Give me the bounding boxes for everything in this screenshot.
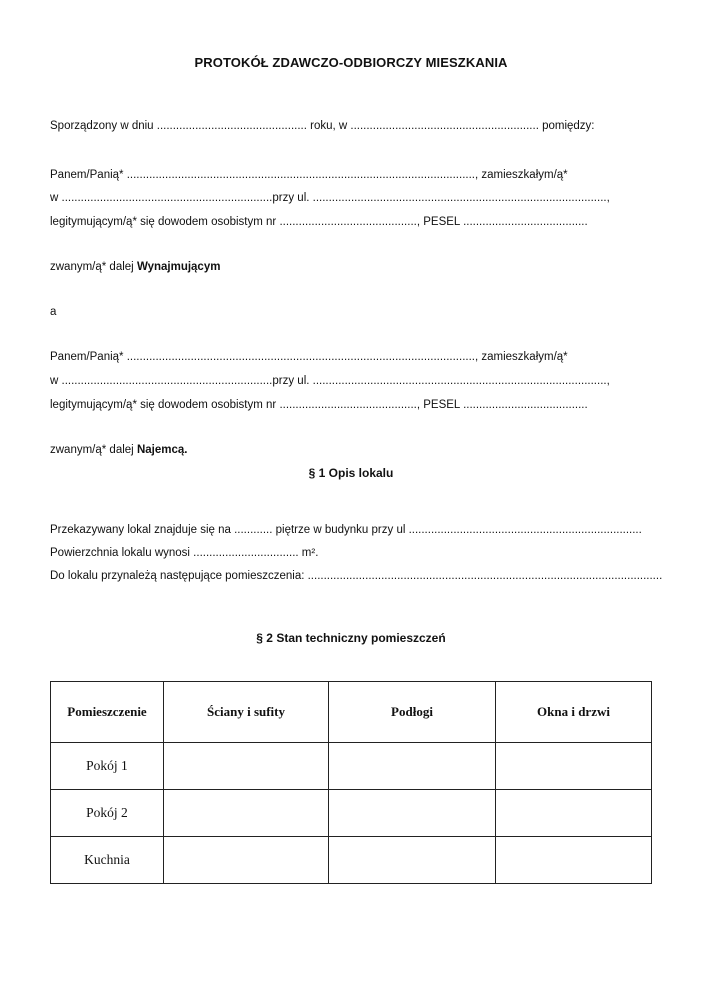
windows-cell[interactable] [496,790,652,837]
table-row [51,837,652,884]
room-name-cell: Pokój 2 [51,790,164,837]
party2-line2: w ..................................................................przy ul. ............................................................................................, [50,375,610,387]
party1-line2: w ..................................................................przy ul. ............................................................................................, [50,192,610,204]
room-name-cell: Kuchnia [51,837,164,884]
floors-cell[interactable] [329,743,496,790]
party1-line1: Panem/Panią* ............................................................................................................., zamieszkałym/ą* [50,169,568,181]
section1-line2: Powierzchnia lokalu wynosi ................................. m². [50,547,319,559]
section1-heading: § 1 Opis lokalu [308,466,394,480]
column-header-room: Pomieszczenie [51,682,164,743]
floors-cell[interactable] [329,837,496,884]
section1-line1: Przekazywany lokal znajduje się na ............ piętrze w budynku przy ul ......................................................................... [50,524,642,536]
table-row [51,790,652,837]
walls-cell[interactable] [164,743,329,790]
table-header-row [51,682,652,743]
party1-line3: legitymującym/ą* się dowodem osobistym nr ..........................................., PESEL ....................................... [50,216,588,228]
windows-cell[interactable] [496,837,652,884]
document-title: PROTOKÓŁ ZDAWCZO-ODBIORCZY MIESZKANIA [194,55,508,70]
conjunction: a [50,306,57,318]
party2-line3: legitymującym/ą* się dowodem osobistym nr ..........................................., PESEL ....................................... [50,399,588,411]
table-row [51,743,652,790]
party2-line1: Panem/Panią* ............................................................................................................., zamieszkałym/ą* [50,351,568,363]
party1-role [50,260,220,274]
walls-cell[interactable] [164,837,329,884]
section2-heading: § 2 Stan techniczny pomieszczeń [256,631,446,645]
windows-cell[interactable] [496,743,652,790]
room-name-cell: Pokój 1 [51,743,164,790]
party1-role-name: Wynajmującym [136,261,221,273]
section1-line3: Do lokalu przynależą następujące pomieszczenia: ............................................................................................................... [50,570,663,582]
party2-role-prefix: zwanym/ą* dalej [50,444,137,456]
walls-cell[interactable] [164,790,329,837]
intro-line: Sporządzony w dniu ............................................... roku, w ........................................................... pomiędzy: [50,120,595,132]
party2-role-name: Najemcą. [136,444,188,456]
floors-cell[interactable] [329,790,496,837]
party2-role [50,443,187,457]
column-header-floors: Podłogi [329,682,496,743]
technical-condition-table [50,681,652,884]
column-header-walls: Ściany i sufity [164,682,329,743]
party1-role-prefix: zwanym/ą* dalej [50,261,137,273]
column-header-windows: Okna i drzwi [496,682,652,743]
